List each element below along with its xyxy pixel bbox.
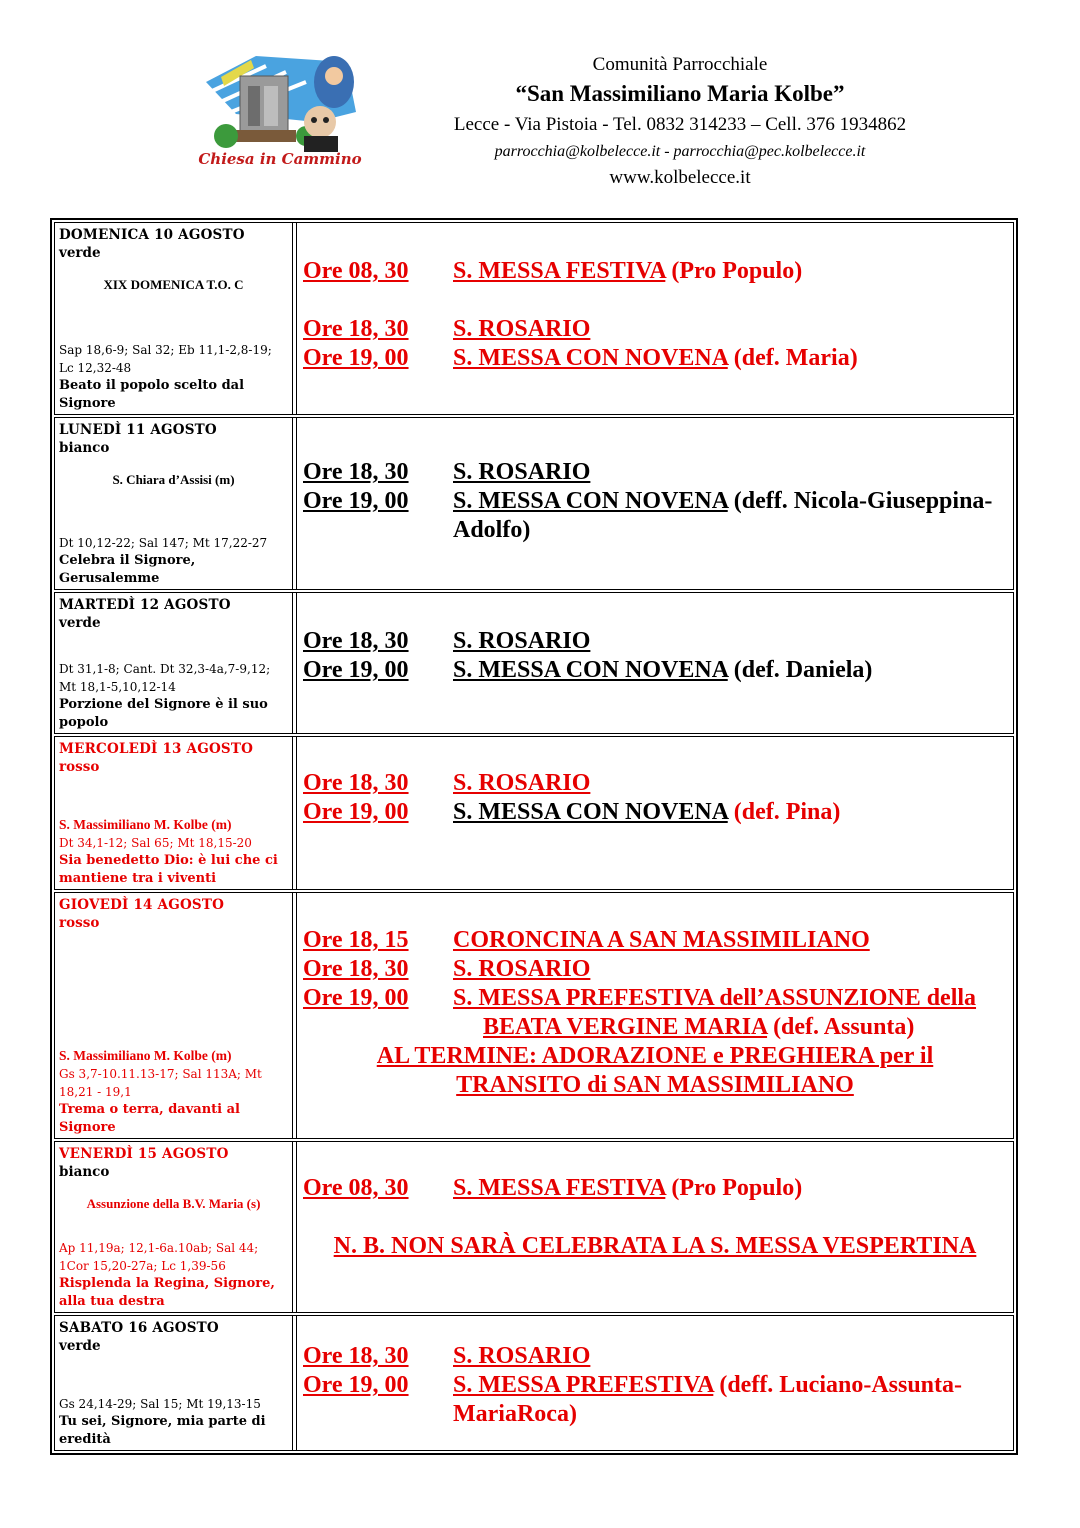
- table-row: [54, 1315, 1014, 1451]
- table-row: [54, 1141, 1014, 1313]
- readings: Sap 18,6-9; Sal 32; Eb 11,1-2,8-19; Lc 12,32-48: [59, 343, 272, 375]
- event-item: Ore 08, 30 S. MESSA FESTIVA (Pro Populo): [303, 1175, 803, 1201]
- feast-name: S. Massimiliano M. Kolbe (m): [59, 817, 232, 832]
- readings: Ap 11,19a; 12,1-6a.10ab; Sal 44; 1Cor 15,20-27a; Lc 1,39-56: [59, 1241, 259, 1273]
- day-label: LUNEDÌ 11 AGOSTO: [59, 422, 217, 438]
- event-item: Ore 19, 00 S. MESSA PREFESTIVA dell’ASSUNZIONE della: [303, 985, 977, 1011]
- event-item: Ore 18, 30 S. ROSARIO: [303, 956, 591, 982]
- day-label: MARTEDÌ 12 AGOSTO: [59, 597, 231, 613]
- event-item: Ore 19, 00 S. MESSA CON NOVENA (deff. Nicola-Giuseppina-Adolfo): [303, 488, 993, 543]
- event-item: Ore 08, 30 S. MESSA FESTIVA (Pro Populo): [303, 258, 803, 284]
- event-item: Ore 19, 00 S. MESSA CON NOVENA (def. Pina): [303, 799, 841, 825]
- event-item: Ore 18, 15 CORONCINA A SAN MASSIMILIANO: [303, 927, 870, 953]
- psalm-response: Porzione del Signore è il suo popolo: [59, 697, 268, 730]
- psalm-response: Tu sei, Signore, mia parte di eredità: [59, 1414, 266, 1447]
- liturgical-color: bianco: [59, 1164, 110, 1180]
- closing-note: TRANSITO di SAN MASSIMILIANO: [456, 1072, 854, 1098]
- schedule-table: [50, 218, 1018, 1455]
- event-item: Ore 18, 30 S. ROSARIO: [303, 316, 591, 342]
- readings: Gs 3,7-10.11.13-17; Sal 113A; Mt 18,21 - 19,1: [59, 1067, 262, 1099]
- day-label: MERCOLEDÌ 13 AGOSTO: [59, 741, 254, 757]
- feast-name: S. Chiara d’Assisi (m): [112, 472, 235, 487]
- feast-name: S. Massimiliano M. Kolbe (m): [59, 1048, 232, 1063]
- event-continuation: BEATA VERGINE MARIA (def. Assunta): [483, 1014, 915, 1040]
- event-item: Ore 19, 00 S. MESSA CON NOVENA (def. Maria): [303, 345, 858, 371]
- header-website: www.kolbelecce.it: [609, 167, 751, 188]
- parish-logo: [196, 52, 364, 172]
- table-row: [54, 892, 1014, 1139]
- table-row: [54, 417, 1014, 590]
- event-item: Ore 18, 30 S. ROSARIO: [303, 628, 591, 654]
- feast-name: XIX DOMENICA T.O. C: [103, 277, 244, 292]
- day-label: VENERDÌ 15 AGOSTO: [59, 1146, 229, 1162]
- event-item: Ore 18, 30 S. ROSARIO: [303, 770, 591, 796]
- psalm-response: Sia benedetto Dio: è lui che ci mantiene tra i viventi: [59, 853, 278, 886]
- event-item: Ore 19, 00 S. MESSA PREFESTIVA (deff. Luciano-Assunta-MariaRoca): [303, 1372, 963, 1427]
- liturgical-color: verde: [59, 615, 101, 631]
- closing-note: AL TERMINE: ADORAZIONE e PREGHIERA per il: [376, 1043, 934, 1069]
- day-label: SABATO 16 AGOSTO: [59, 1320, 219, 1336]
- table-row: [54, 222, 1014, 415]
- event-item: Ore 18, 30 S. ROSARIO: [303, 459, 591, 485]
- event-item: Ore 19, 00 S. MESSA CON NOVENA (def. Daniela): [303, 657, 873, 683]
- header-community: Comunità Parrocchiale: [592, 54, 768, 75]
- parish-header: [410, 52, 950, 192]
- readings: Dt 31,1-8; Cant. Dt 32,3-4a,7-9,12; Mt 18,1-5,10,12-14: [59, 662, 271, 694]
- header-emails: parrocchia@kolbelecce.it - parrocchia@pec.kolbelecce.it: [494, 143, 866, 160]
- table-row: [54, 736, 1014, 890]
- liturgical-color: bianco: [59, 440, 110, 456]
- psalm-response: Beato il popolo scelto dal Signore: [59, 378, 245, 411]
- day-label: GIOVEDÌ 14 AGOSTO: [59, 897, 225, 913]
- liturgical-color: rosso: [59, 759, 100, 775]
- liturgical-color: rosso: [59, 915, 100, 931]
- feast-name: Assunzione della B.V. Maria (s): [86, 1196, 261, 1211]
- psalm-response: Risplenda la Regina, Signore, alla tua destra: [59, 1276, 275, 1309]
- notice: N. B. NON SARÀ CELEBRATA LA S. MESSA VESPERTINA: [333, 1233, 977, 1259]
- logo-text: Chiesa in Cammino: [198, 150, 362, 168]
- readings: Dt 10,12-22; Sal 147; Mt 17,22-27: [59, 536, 268, 550]
- psalm-response: Trema o terra, davanti al Signore: [59, 1102, 240, 1135]
- readings: Gs 24,14-29; Sal 15; Mt 19,13-15: [59, 1397, 261, 1411]
- header-address: Lecce - Via Pistoia - Tel. 0832 314233 – Cell. 376 1934862: [453, 114, 907, 135]
- liturgical-color: verde: [59, 1338, 101, 1354]
- header-parish-name: “San Massimiliano Maria Kolbe”: [515, 81, 845, 106]
- psalm-response: Celebra il Signore, Gerusalemme: [59, 553, 196, 586]
- event-item: Ore 18, 30 S. ROSARIO: [303, 1343, 591, 1369]
- liturgical-color: verde: [59, 245, 101, 261]
- table-row: [54, 592, 1014, 734]
- readings: Dt 34,1-12; Sal 65; Mt 18,15-20: [59, 836, 252, 850]
- day-label: DOMENICA 10 AGOSTO: [59, 227, 245, 243]
